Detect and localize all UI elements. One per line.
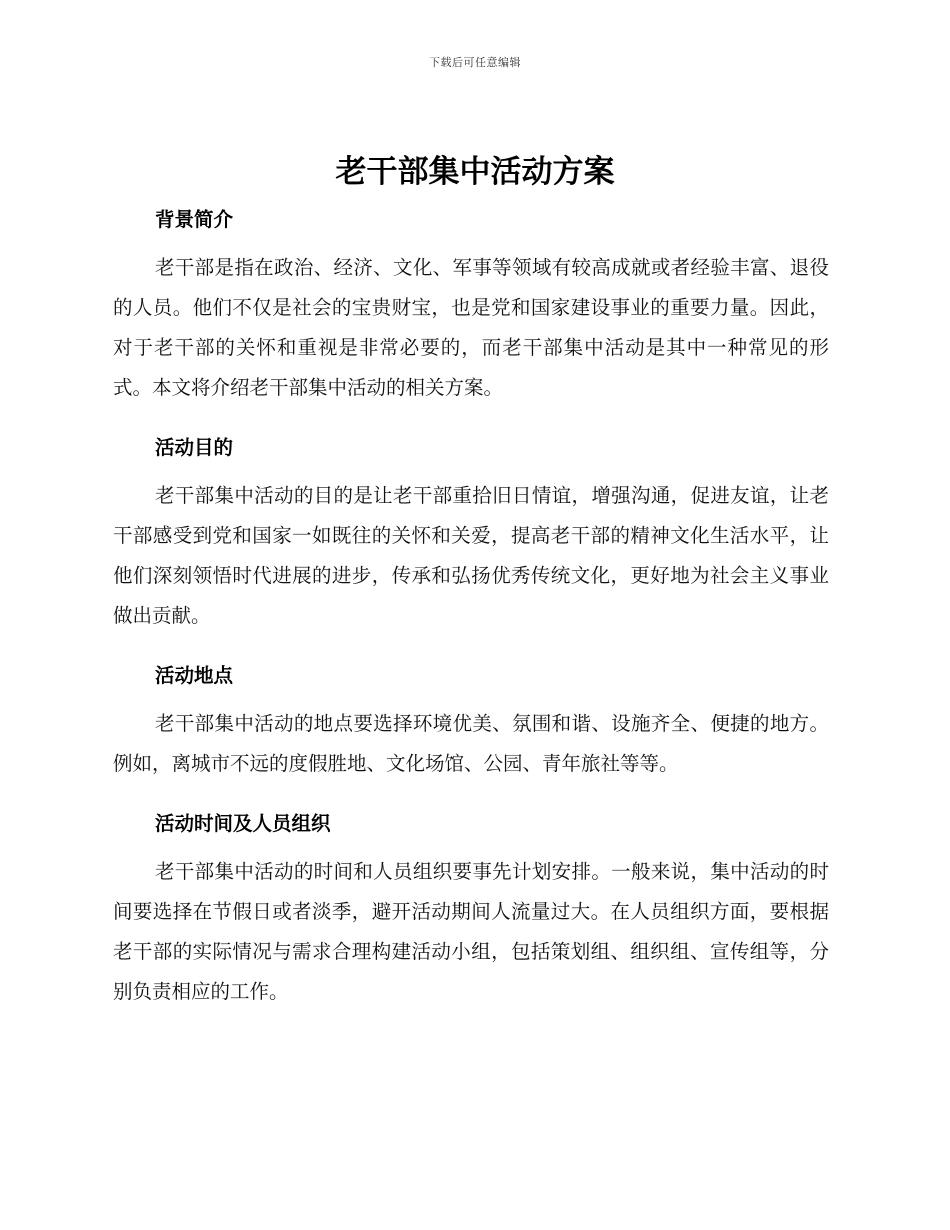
section-heading: 活动地点 (155, 664, 234, 687)
section-paragraph: 老干部集中活动的地点要选择环境优美、氛围和谐、设施齐全、便捷的地方。例如，离城市不远的度假胜地、文化场馆、公园、青年旅社等等。 (113, 712, 829, 775)
section-paragraph: 老干部是指在政治、经济、文化、军事等领域有较高成就或者经验丰富、退役的人员。他们不仅是社会的宝贵财宝，也是党和国家建设事业的重要力量。因此，对于老干部的关怀和重视是非常必要的，而老干部集中活动是其中一种常见的形式。本文将介绍老干部集中活动的相关方案。 (113, 256, 829, 399)
section-time-and-staffing (113, 804, 829, 1012)
document-body (113, 200, 829, 1032)
section-purpose (113, 428, 829, 636)
section-heading: 活动目的 (155, 436, 234, 459)
section-location (113, 656, 829, 784)
document-title: 老干部集中活动方案 (335, 154, 615, 190)
section-paragraph: 老干部集中活动的目的是让老干部重拾旧日情谊，增强沟通，促进友谊，让老干部感受到党和国家一如既往的关怀和关爱，提高老干部的精神文化生活水平，让他们深刻领悟时代进展的进步，传承和弘扬优秀传统文化，更好地为社会主义事业做出贡献。 (113, 484, 829, 627)
section-paragraph: 老干部集中活动的时间和人员组织要事先计划安排。一般来说，集中活动的时间要选择在节假日或者淡季，避开活动期间人流量过大。在人员组织方面，要根据老干部的实际情况与需求合理构建活动小组，包括策划组、组织组、宣传组等，分别负责相应的工作。 (113, 860, 829, 1003)
section-background (113, 200, 829, 408)
section-heading: 活动时间及人员组织 (155, 812, 331, 835)
section-heading: 背景简介 (155, 208, 234, 231)
page-header-note: 下载后可任意编辑 (429, 56, 521, 69)
